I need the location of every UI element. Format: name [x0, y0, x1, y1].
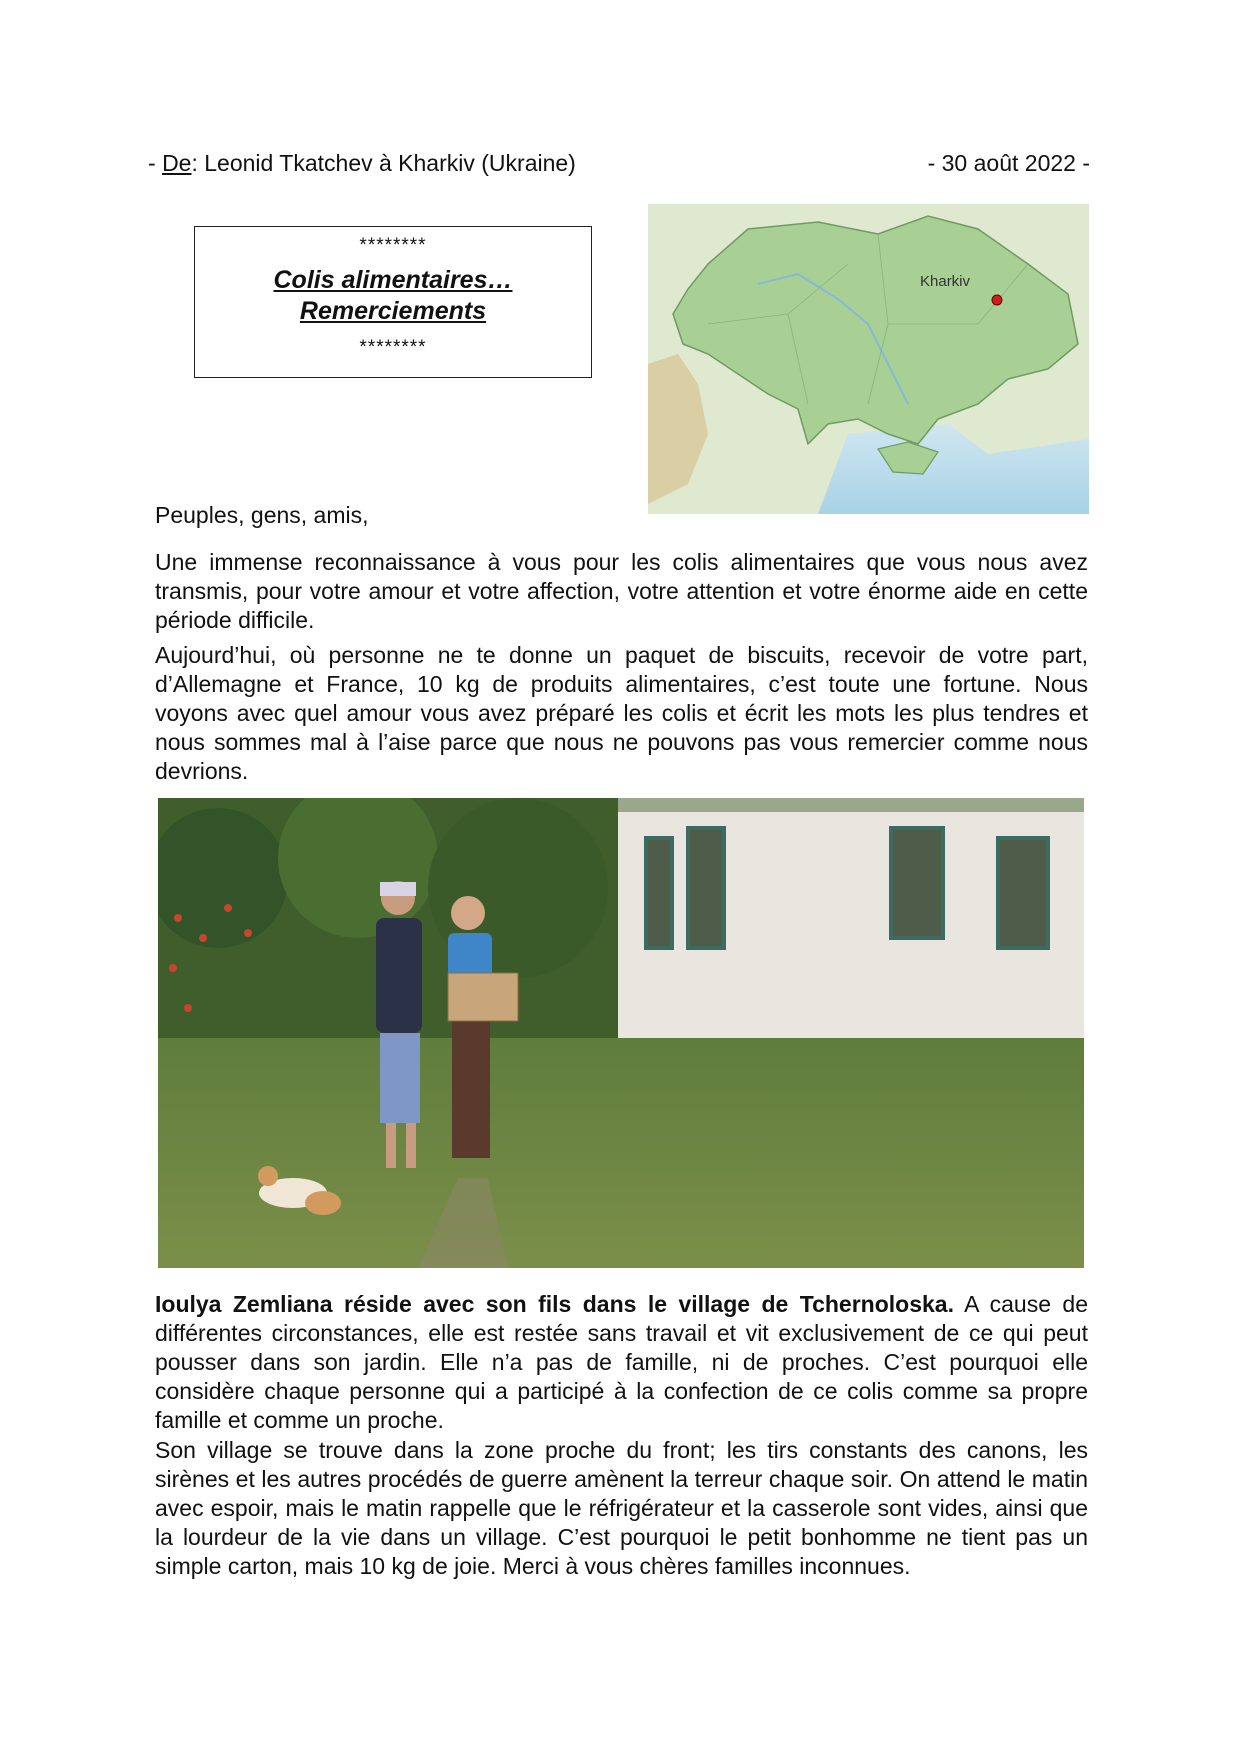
photo-lawn — [158, 1038, 1084, 1268]
photo-boy — [448, 896, 492, 1158]
title-box — [194, 226, 592, 378]
from-text: : Leonid Tkatchev à Kharkiv (Ukraine) — [191, 150, 576, 176]
title-line-2: Remerciements — [299, 297, 487, 325]
photo-image — [158, 798, 1084, 1268]
title-stars-top: ******** — [359, 235, 427, 256]
ukraine-map — [648, 204, 1089, 514]
paragraph-2: Aujourd’hui, où personne ne te donne un paquet de biscuits, recevoir de votre part, d’Allemagne et France, 10 kg de produits alimentaires, c’est toute une fortune. Nous voyons avec quel amour vous avez préparé les colis et écrit les mots les plus tendres et nous sommes mal à l’aise parce que nous ne pouvons pas vous remercier comme nous devrions. — [155, 642, 1088, 784]
paragraph-3 — [155, 1290, 1088, 1435]
paragraph-3-lead: Ioulya Zemliana réside avec son fils dans le village de Tchernoloska. — [155, 1291, 954, 1317]
letter-header — [148, 150, 1090, 184]
paragraph-3-text: A cause de différentes circonstances, elle est restée sans travail et vit exclusivement de ce qui peut pousser dans son jardin. Elle n’a pas de famille, ni de proches. C’est pourquoi elle considère chaque personne qui a participé à la confection de ce colis comme sa propre famille et comme un proche. — [155, 1291, 1088, 1433]
sender-line — [148, 150, 576, 177]
letter-date: - 30 août 2022 - — [927, 150, 1090, 176]
photo-house-roof — [618, 798, 1084, 812]
family-photo — [158, 798, 1084, 1268]
map-image — [648, 204, 1089, 514]
greeting: Peuples, gens, amis, — [155, 502, 369, 528]
from-prefix: - — [148, 150, 163, 176]
from-label: De — [162, 150, 192, 176]
photo-food-parcel — [448, 973, 518, 1021]
paragraph-1: Une immense reconnaissance à vous pour les colis alimentaires que vous nous avez transmis, pour votre amour et votre affection, votre attention et votre énorme aide en cette période difficile. — [155, 549, 1088, 633]
title-line-1: Colis alimentaires… — [273, 266, 513, 294]
map-city-label: Kharkiv — [920, 273, 971, 290]
paragraph-4: Son village se trouve dans la zone proche du front; les tirs constants des canons, les sirènes et les autres procédés de guerre amènent la terreur chaque soir. On attend le matin avec espoir, mais le matin rappelle que le réfrigérateur et la casserole sont vides, ainsi que la lourdeur de la vie dans un village. C’est pourquoi le petit bonhomme ne tient pas un simple carton, mais 10 kg de joie. Merci à vous chères familles inconnues. — [155, 1437, 1088, 1579]
title-stars-bottom: ******** — [359, 337, 427, 358]
kharkiv-marker — [992, 295, 1002, 305]
